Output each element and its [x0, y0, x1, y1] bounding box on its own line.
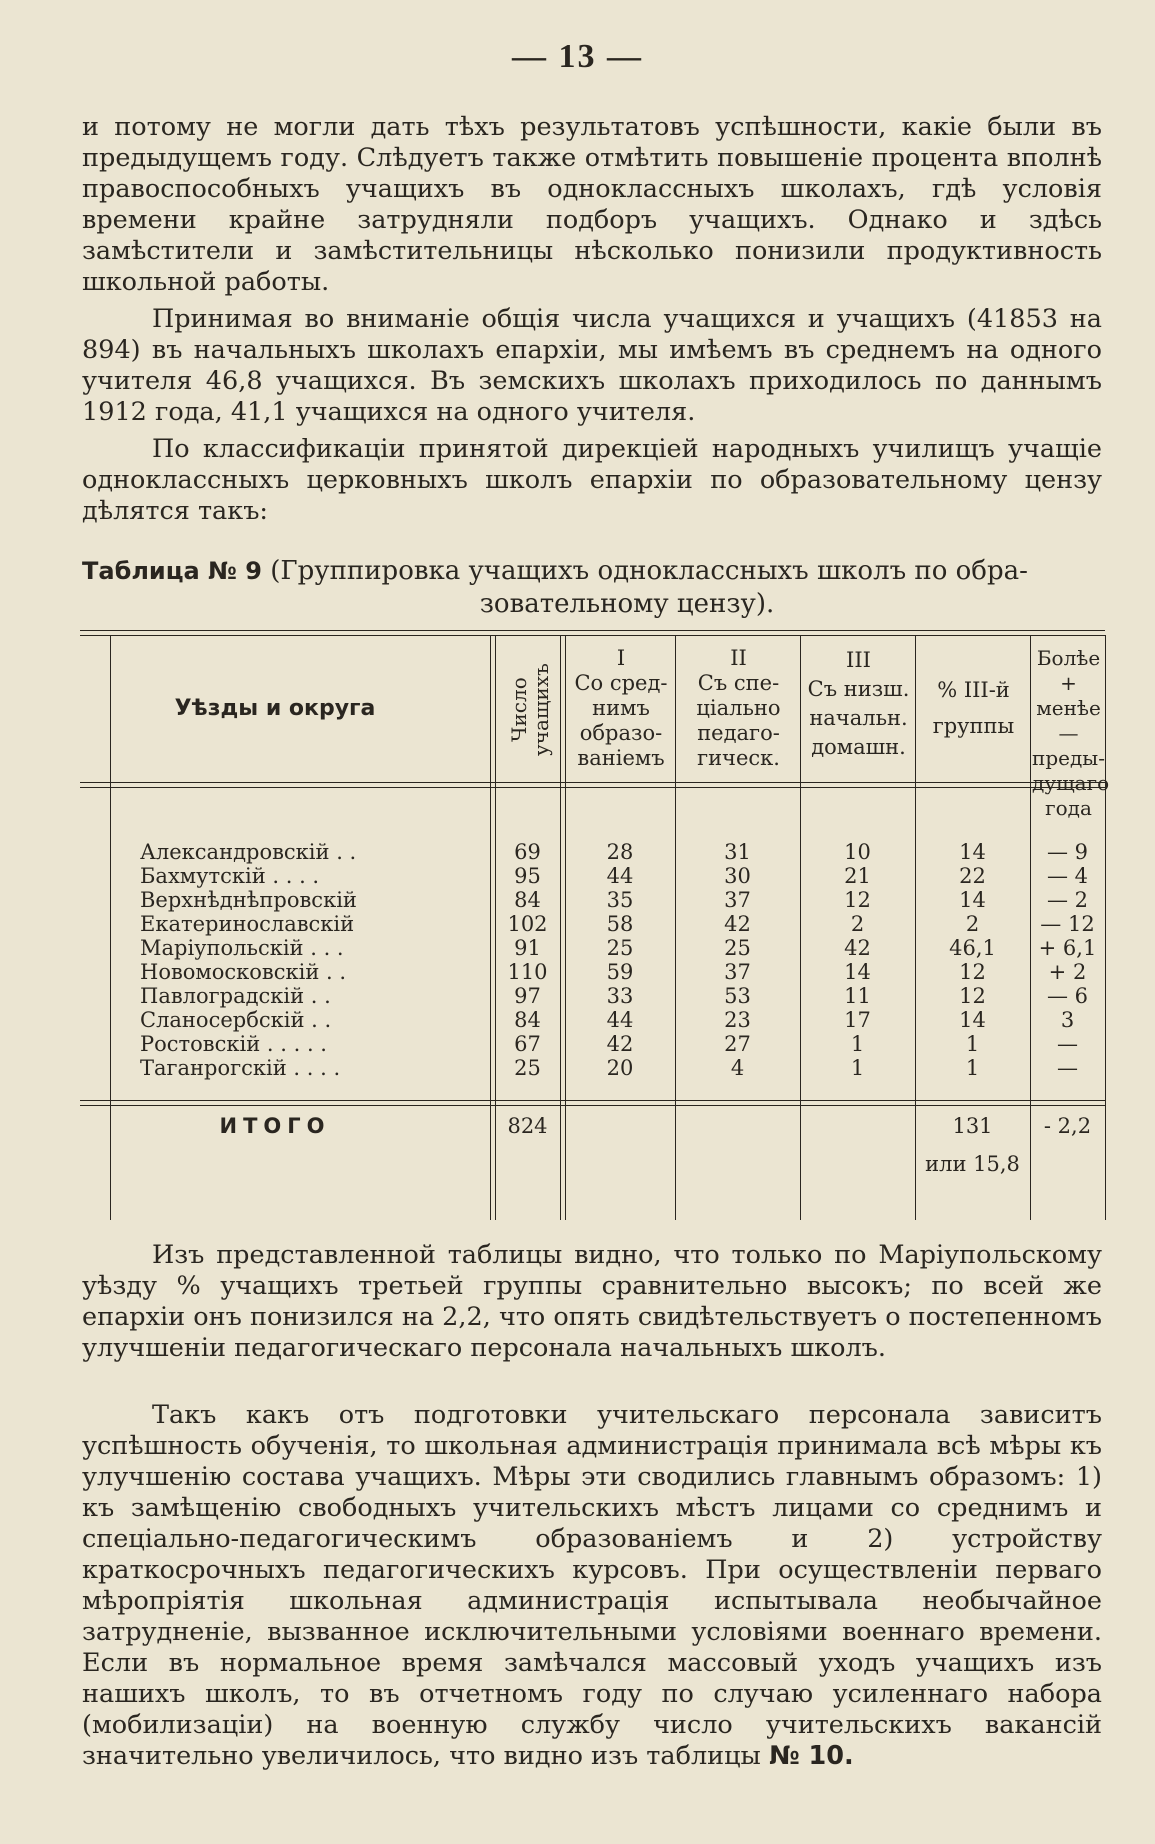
row-pct-cell: 12 [959, 984, 986, 1008]
row-g1-cell: 20 [606, 1056, 634, 1080]
table-row [80, 888, 1105, 912]
row-g2-cell: 25 [724, 936, 751, 960]
row-g1-cell: 59 [606, 960, 634, 984]
page-number: — 13 — [512, 38, 643, 75]
row-change-cell: — 6 [1046, 984, 1089, 1008]
row-change-cell: — [1057, 1056, 1078, 1080]
table-caption-line2: зовательному цензу). [479, 589, 775, 619]
total-count: 824 [507, 1114, 548, 1138]
header-change: Болѣе + менѣе — преды- дущаго года [1032, 646, 1110, 820]
row-district-name: Бахмутскій . . . . [140, 864, 320, 888]
total-pct: 131 [952, 1114, 993, 1138]
row-g1-cell: 58 [606, 912, 634, 936]
row-change-cell: 3 [1060, 1008, 1075, 1032]
row-g3-cell: 11 [844, 984, 871, 1008]
total-row [80, 1114, 1105, 1138]
total-row-alt [80, 1152, 1105, 1176]
row-g2-cell: 4 [730, 1056, 745, 1080]
row-district-name: Екатеринославскій [140, 912, 355, 936]
row-g3-cell: 1 [850, 1056, 865, 1080]
table-row [80, 1032, 1105, 1056]
row-count-cell: 110 [507, 960, 548, 984]
paragraph-4: Изъ представленной таблицы видно, что только по Маріупольскому уѣзду % учащихъ третьей группы сравнительно высокъ; по всей же епархіи онъ понизился на 2,2, что опять свидѣтельствуетъ о постепенномъ улучшеніи педагогическаго персонала начальныхъ школъ. [82, 1240, 1102, 1363]
row-change-cell: — 9 [1046, 840, 1089, 864]
table-reference: № 10. [768, 1741, 854, 1771]
paragraph-5-text: Такъ какъ отъ подготовки учительскаго персонала зависитъ успѣшность обученія, то школьная администрація принимала всѣ мѣры къ улучшенію состава учащихъ. Мѣры эти сводились главнымъ образомъ: 1) къ замѣщенію свободныхъ учительскихъ мѣстъ лицами со среднимъ и спеціально-педагогическимъ образованіемъ и 2) устройству краткосрочныхъ педагогическихъ курсовъ. При осуществленіи перваго мѣропріятія школьная администрація испытывала необычайное затрудненіе, вызванное исключительными условіями военнаго времени. Если въ нормальное время замѣчался массовый уходъ учащихъ изъ нашихъ школъ, то въ отчетномъ году по случаю усиленнаго набора (мобилизаціи) на военную службу число учительскихъ вакансій значительно увеличилось, что видно изъ таблицы [82, 1400, 1102, 1771]
row-pct-cell: 12 [959, 960, 986, 984]
row-district-name: Ростовскій . . . . . [140, 1032, 327, 1056]
row-g3-cell: 1 [850, 1032, 865, 1056]
row-g2-cell: 23 [724, 1008, 751, 1032]
row-count-cell: 84 [514, 1008, 541, 1032]
row-g2-cell: 30 [724, 864, 751, 888]
row-pct-cell: 1 [965, 1032, 980, 1056]
paragraph-5 [82, 1400, 1102, 1772]
header-group-1: I Со сред- нимъ образо- ваніемъ [574, 646, 668, 770]
row-district-name: Сланосербскій . . [140, 1008, 332, 1032]
row-g3-cell: 21 [844, 864, 871, 888]
row-change-cell: — [1057, 1032, 1078, 1056]
row-count-cell: 25 [514, 1056, 541, 1080]
row-count-cell: 102 [507, 912, 548, 936]
row-g3-cell: 2 [850, 912, 865, 936]
row-change-cell: + 2 [1048, 960, 1087, 984]
row-district-name: Верхнѣднѣпровскій [140, 888, 357, 912]
col-border-right [1105, 635, 1106, 1220]
row-change-cell: + 6,1 [1038, 936, 1097, 960]
row-district-name: Маріупольскій . . . [140, 936, 344, 960]
table-caption [82, 555, 1102, 621]
row-district-name: Павлоградскій . . [140, 984, 331, 1008]
row-pct-cell: 2 [965, 912, 980, 936]
row-change-cell: — 2 [1046, 888, 1089, 912]
row-change-cell: — 12 [1040, 912, 1095, 936]
row-g2-cell: 37 [724, 888, 751, 912]
table-top-rule-2 [80, 635, 1105, 636]
row-g3-cell: 42 [844, 936, 871, 960]
row-g3-cell: 17 [844, 1008, 871, 1032]
header-district: Уѣзды и округа [174, 696, 376, 721]
row-count-cell: 95 [514, 864, 541, 888]
row-count-cell: 84 [514, 888, 541, 912]
table-row [80, 864, 1105, 888]
total-pct-alt: или 15,8 [925, 1152, 1020, 1176]
row-district-name: Александровскій . . [140, 840, 357, 864]
table-row [80, 912, 1105, 936]
table-caption-text: (Группировка учащихъ одноклассныхъ школъ по обра- [262, 556, 1028, 586]
total-rule [80, 1100, 1105, 1101]
table-row [80, 960, 1105, 984]
row-g1-cell: 44 [606, 864, 634, 888]
table-caption-number: Таблица № 9 [82, 557, 262, 585]
row-g3-cell: 14 [844, 960, 871, 984]
row-pct-cell: 1 [965, 1056, 980, 1080]
table-row [80, 840, 1105, 864]
row-pct-cell: 14 [959, 1008, 986, 1032]
row-district-name: Новомосковскій . . [140, 960, 347, 984]
total-change: - 2,2 [1043, 1114, 1092, 1138]
header-bottom-rule [80, 782, 1105, 783]
row-g1-cell: 33 [606, 984, 634, 1008]
paragraph-3-block [82, 434, 1102, 527]
table-row [80, 1056, 1105, 1080]
header-group-3: III Съ низш. начальн. домашн. [807, 648, 910, 759]
row-pct-cell: 14 [959, 840, 986, 864]
census-table [80, 630, 1110, 1220]
row-g1-cell: 28 [606, 840, 634, 864]
table-row [80, 984, 1105, 1008]
row-g2-cell: 42 [724, 912, 751, 936]
row-count-cell: 97 [514, 984, 541, 1008]
row-count-cell: 67 [514, 1032, 541, 1056]
row-g2-cell: 53 [724, 984, 751, 1008]
row-g1-cell: 25 [606, 936, 634, 960]
row-g2-cell: 27 [724, 1032, 751, 1056]
row-g3-cell: 10 [844, 840, 871, 864]
row-change-cell: — 4 [1046, 864, 1089, 888]
total-rule-2 [80, 1105, 1105, 1106]
paragraph-5-block [82, 1400, 1102, 1772]
paragraph-2-block [82, 304, 1102, 428]
row-g1-cell: 35 [606, 888, 634, 912]
row-pct-cell: 22 [959, 864, 986, 888]
header-count: Число учащихъ [507, 663, 553, 757]
table-top-rule [80, 630, 1105, 631]
row-count-cell: 91 [514, 936, 541, 960]
header-count-cell [500, 638, 560, 782]
paragraph-1: и потому не могли дать тѣхъ результатовъ успѣшности, какіе были въ предыдущемъ году. Слѣдуетъ также отмѣтить повышеніе процента вполнѣ правоспособныхъ учащихъ въ одноклассныхъ школахъ, гдѣ условія времени крайне затрудняли подборъ учащихъ. Однако и здѣсь замѣстители и замѣстительницы нѣсколько понизили продуктивность школьной работы. [82, 112, 1102, 297]
row-g1-cell: 42 [606, 1032, 634, 1056]
row-g2-cell: 37 [724, 960, 751, 984]
row-pct-cell: 46,1 [949, 936, 996, 960]
paragraph-3: По классификаціи принятой дирекціей народныхъ училищъ учащіе одноклассныхъ церковныхъ школъ епархіи по образовательному цензу дѣлятся такъ: [82, 434, 1102, 526]
paragraph-1-block [82, 112, 1102, 298]
table-row [80, 1008, 1105, 1032]
paragraph-2: Принимая во вниманіе общія числа учащихся и учащихъ (41853 на 894) въ начальныхъ школахъ епархіи, мы имѣемъ въ среднемъ на одного учителя 46,8 учащихся. Въ земскихъ школахъ приходилось по даннымъ 1912 года, 41,1 учащихся на одного учителя. [82, 304, 1102, 427]
header-pct: % III-й группы [932, 678, 1015, 738]
row-g3-cell: 12 [844, 888, 871, 912]
paragraph-4-block [82, 1240, 1102, 1364]
header-bottom-rule-2 [80, 787, 1105, 788]
table-row [80, 936, 1105, 960]
row-g2-cell: 31 [724, 840, 751, 864]
total-label: ИТОГО [219, 1114, 331, 1138]
row-g1-cell: 44 [606, 1008, 634, 1032]
row-district-name: Таганрогскій . . . . [140, 1056, 341, 1080]
row-pct-cell: 14 [959, 888, 986, 912]
row-count-cell: 69 [514, 840, 541, 864]
header-group-2: II Съ спе- ціально педаго- гическ. [696, 646, 781, 770]
